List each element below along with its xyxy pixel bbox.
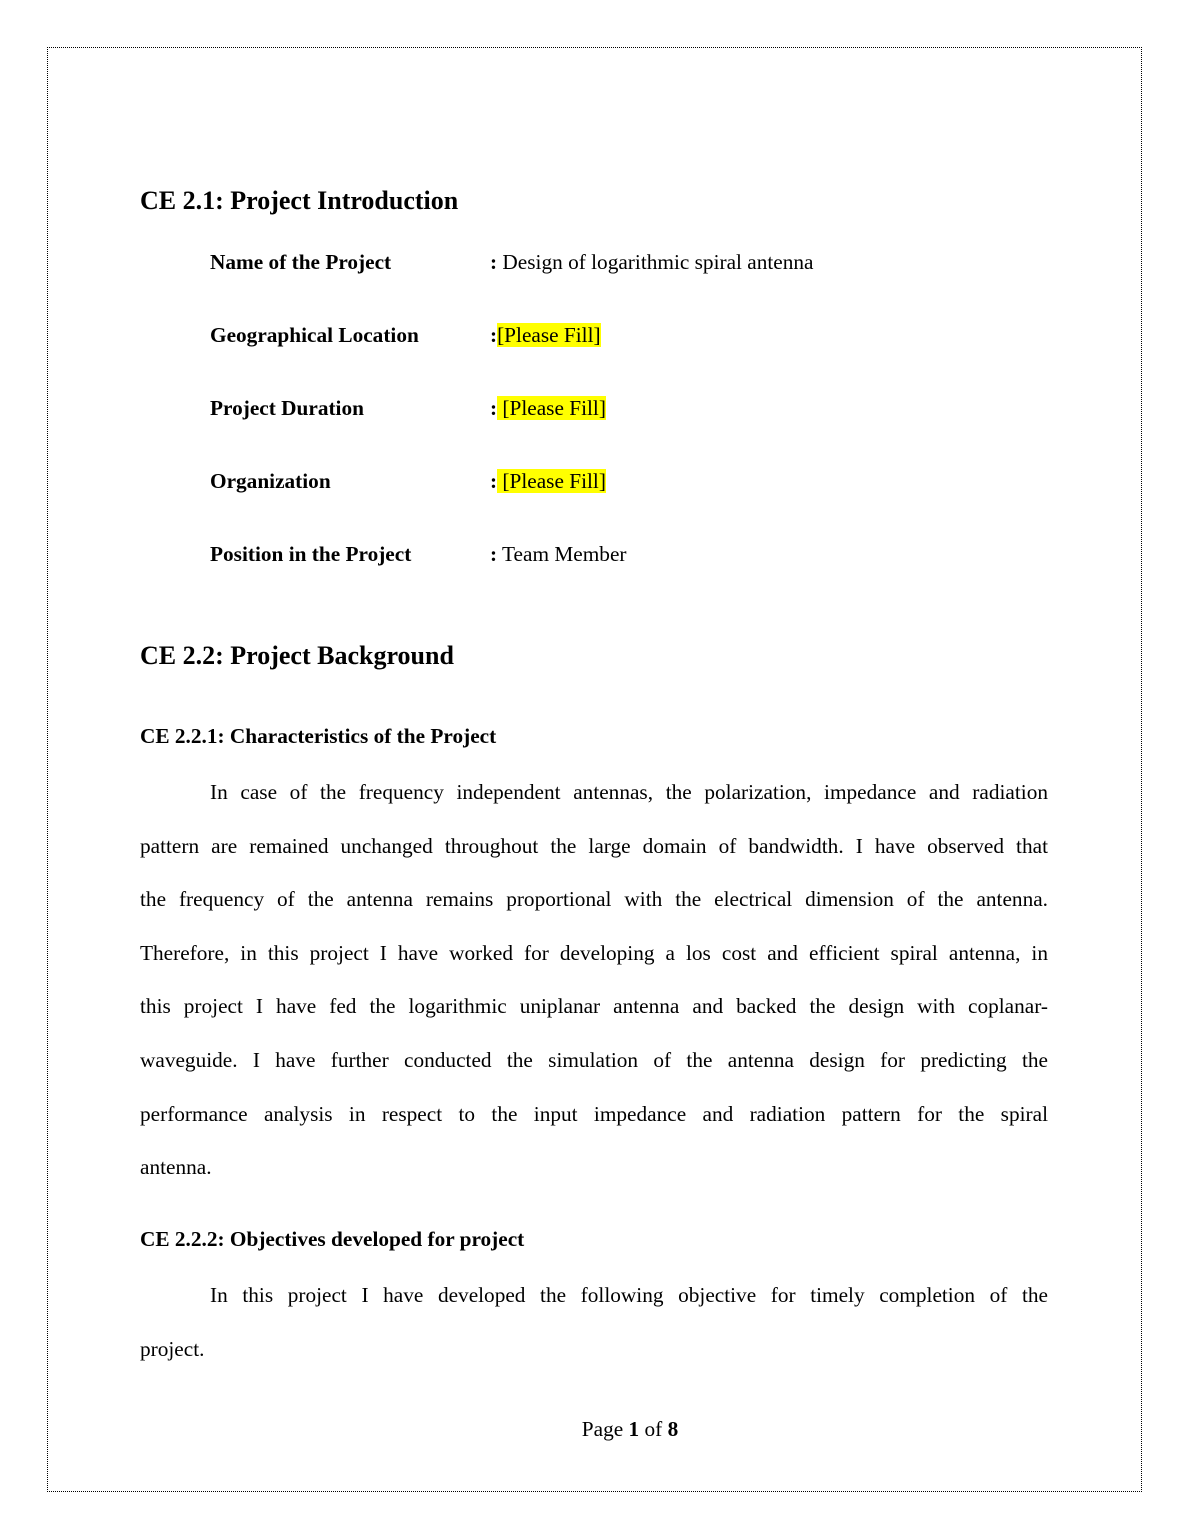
field-label: Position in the Project — [210, 542, 412, 566]
paragraph-line: Therefore, in this project I have worked for developing a los cost and efficient spiral antenna, in — [140, 940, 1048, 965]
colon: : — [490, 469, 498, 493]
page-of: of — [639, 1417, 668, 1441]
paragraph-line: pattern are remained unchanged throughout the large domain of bandwidth. I have observed that — [140, 833, 1048, 858]
field-value: Team Member — [497, 542, 627, 566]
paragraph-line: In this project I have developed the following objective for timely completion of the — [210, 1283, 1048, 1307]
paragraph-line: performance analysis in respect to the input impedance and radiation pattern for the spiral — [140, 1101, 1048, 1126]
field-value-placeholder: [Please Fill] — [497, 323, 601, 347]
colon: : — [490, 542, 498, 566]
field-label: Organization — [210, 469, 331, 493]
colon: : — [490, 396, 498, 420]
field-value-placeholder: [Please Fill] — [497, 469, 606, 493]
section-heading-project-introduction: CE 2.1: Project Introduction — [140, 186, 459, 215]
field-label: Geographical Location — [210, 323, 419, 347]
field-label: Project Duration — [210, 396, 364, 420]
current-page: 1 — [628, 1417, 640, 1441]
paragraph-line: In case of the frequency independent antennas, the polarization, impedance and radiation — [210, 780, 1048, 804]
paragraph-line: the frequency of the antenna remains proportional with the electrical dimension of the antenna. — [140, 887, 1048, 912]
page-number — [0, 1417, 1190, 1442]
paragraph-objectives — [140, 1280, 1048, 1387]
paragraph-line: waveguide. I have further conducted the simulation of the antenna design for predicting the — [140, 1047, 1048, 1072]
field-label: Name of the Project — [210, 250, 392, 274]
subsection-heading-characteristics: CE 2.2.1: Characteristics of the Project — [140, 724, 497, 748]
page-label: Page — [581, 1417, 629, 1441]
paragraph-line: project. — [140, 1336, 205, 1361]
paragraph-line: this project I have fed the logarithmic uniplanar antenna and backed the design with coplanar- — [140, 994, 1048, 1019]
total-pages: 8 — [667, 1417, 679, 1441]
colon: : — [490, 323, 498, 347]
field-value: Design of logarithmic spiral antenna — [497, 250, 814, 274]
section-heading-project-background: CE 2.2: Project Background — [140, 641, 454, 670]
field-value-placeholder: [Please Fill] — [497, 396, 606, 420]
colon: : — [490, 250, 498, 274]
paragraph-characteristics — [140, 777, 1048, 1206]
paragraph-line: antenna. — [140, 1155, 212, 1180]
subsection-heading-objectives: CE 2.2.2: Objectives developed for project — [140, 1227, 525, 1251]
